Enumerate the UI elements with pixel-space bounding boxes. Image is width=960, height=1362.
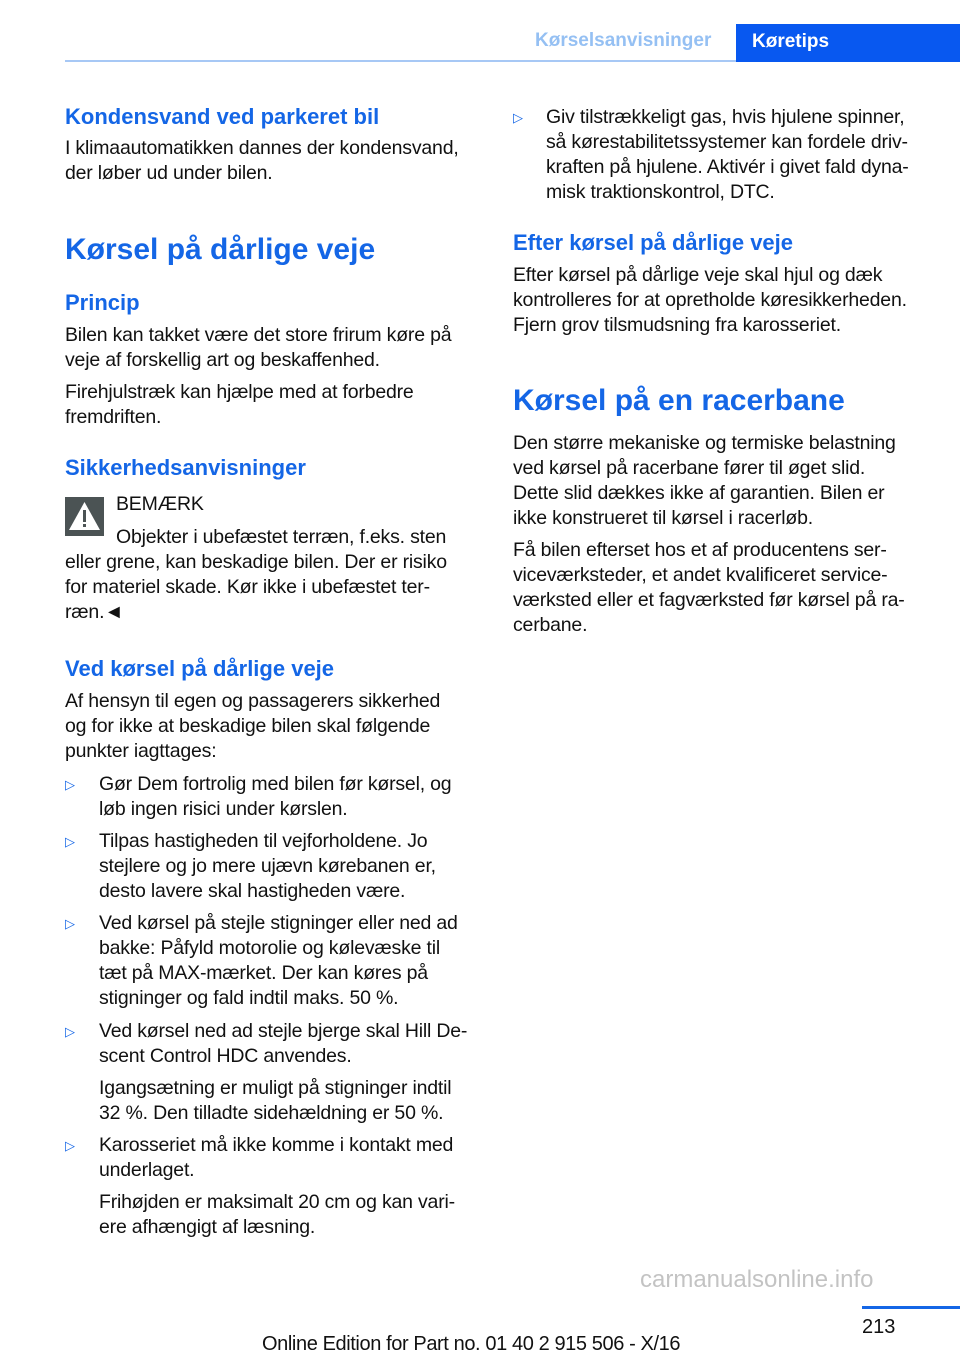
bullet-marker-icon: ▷ [65, 834, 75, 849]
bullet-item: Giv tilstrækkeligt gas, hvis hjulene spinner, så kørestabilitetssystemer kan fordele driv- kraften på hjulene. Aktivér i givet fald dyna- misk traktionskontrol, DTC. [546, 106, 909, 203]
bullet-item: Karosseriet må ikke komme i kontakt med underlaget. [99, 1134, 454, 1181]
tab-driving-instructions[interactable]: Kørselsanvisninger [535, 30, 712, 51]
bullet-item: Ved kørsel på stejle stigninger eller ned ad bakke: Påfyld motorolie og kølevæske til tæt på MAX-mærket. Der kan køres på stigninger og fald indtil maks. 50 %. [99, 912, 458, 1009]
heading-condensation: Kondensvand ved parkeret bil [65, 104, 380, 129]
heading-after-bad-roads: Efter kørsel på dårlige veje [513, 230, 794, 255]
bullet-marker-icon: ▷ [513, 110, 523, 125]
bullet-marker-icon: ▷ [65, 1138, 75, 1153]
watermark: carmanualsonline.info [640, 1266, 874, 1293]
warning-title: BEMÆRK [116, 493, 204, 515]
warning-icon [65, 497, 104, 536]
page-number-rule [862, 1306, 960, 1309]
bullet-item: Ved kørsel ned ad stejle bjerge skal Hill De- scent Control HDC anvendes. [99, 1020, 468, 1067]
heading-race-track: Kørsel på en racerbane [513, 384, 845, 417]
heading-principle: Princip [65, 290, 140, 315]
para-race-2: Få bilen efterset hos et af producentens ser- viceværksteder, et andet kvalificeret service- værksted eller et fagværksted før kørsel på ra- cerbane. [513, 539, 905, 636]
bullet-marker-icon: ▷ [65, 777, 75, 792]
para-race-1: Den større mekaniske og termiske belastning ved kørsel på racerbane fører til øget slid. Dette slid dækkes ikke af garantien. Bilen er ikke konstrueret til kørsel i racerløb. [513, 432, 896, 529]
para-principle-2: Firehjulstræk kan hjælpe med at forbedre fremdriften. [65, 381, 414, 428]
bullet-subpara: Frihøjden er maksimalt 20 cm og kan vari- ere afhængigt af læsning. [99, 1191, 455, 1238]
tab-driving-tips[interactable]: Køretips [736, 24, 960, 62]
bullet-subpara: Igangsætning er muligt på stigninger indtil 32 %. Den tilladte sidehældning er 50 %. [99, 1077, 452, 1124]
bullet-item: Tilpas hastigheden til vejforholdene. Jo stejlere og jo mere ujævn kørebanen er, desto lavere skal hastigheden være. [99, 830, 436, 902]
para-principle-1: Bilen kan takket være det store frirum køre på veje af forskellig art og beskaffenhed. [65, 324, 452, 371]
warning-text-first: Objekter i ubefæstet terræn, f.eks. sten [116, 526, 447, 548]
para-after: Efter kørsel på dårlige veje skal hjul og dæk kontrolleres for at opretholde køresikkerheden. Fjern grov tilsmudsning fra karosseriet. [513, 264, 907, 336]
heading-safety: Sikkerhedsanvisninger [65, 455, 306, 480]
header-rule [65, 60, 736, 62]
footer-edition: Online Edition for Part no. 01 40 2 915 506 - X/16 [262, 1333, 681, 1355]
heading-driving: Ved kørsel på dårlige veje [65, 656, 335, 681]
bullet-marker-icon: ▷ [65, 1024, 75, 1039]
para-driving: Af hensyn til egen og passagerers sikkerhed og for ikke at beskadige bilen skal følgende punkter iagttages: [65, 690, 441, 762]
warning-text: eller grene, kan beskadige bilen. Der er risiko for materiel skade. Kør ikke i ubefæstet ter- ræn.◄ [65, 551, 447, 623]
bullet-marker-icon: ▷ [65, 916, 75, 931]
bullet-item: Gør Dem fortrolig med bilen før kørsel, og løb ingen risici under kørslen. [99, 773, 452, 820]
page-number: 213 [862, 1316, 896, 1338]
para-condensation: I klimaautomatikken dannes der kondensvand, der løber ud under bilen. [65, 137, 459, 184]
heading-bad-roads: Kørsel på dårlige veje [65, 233, 376, 266]
